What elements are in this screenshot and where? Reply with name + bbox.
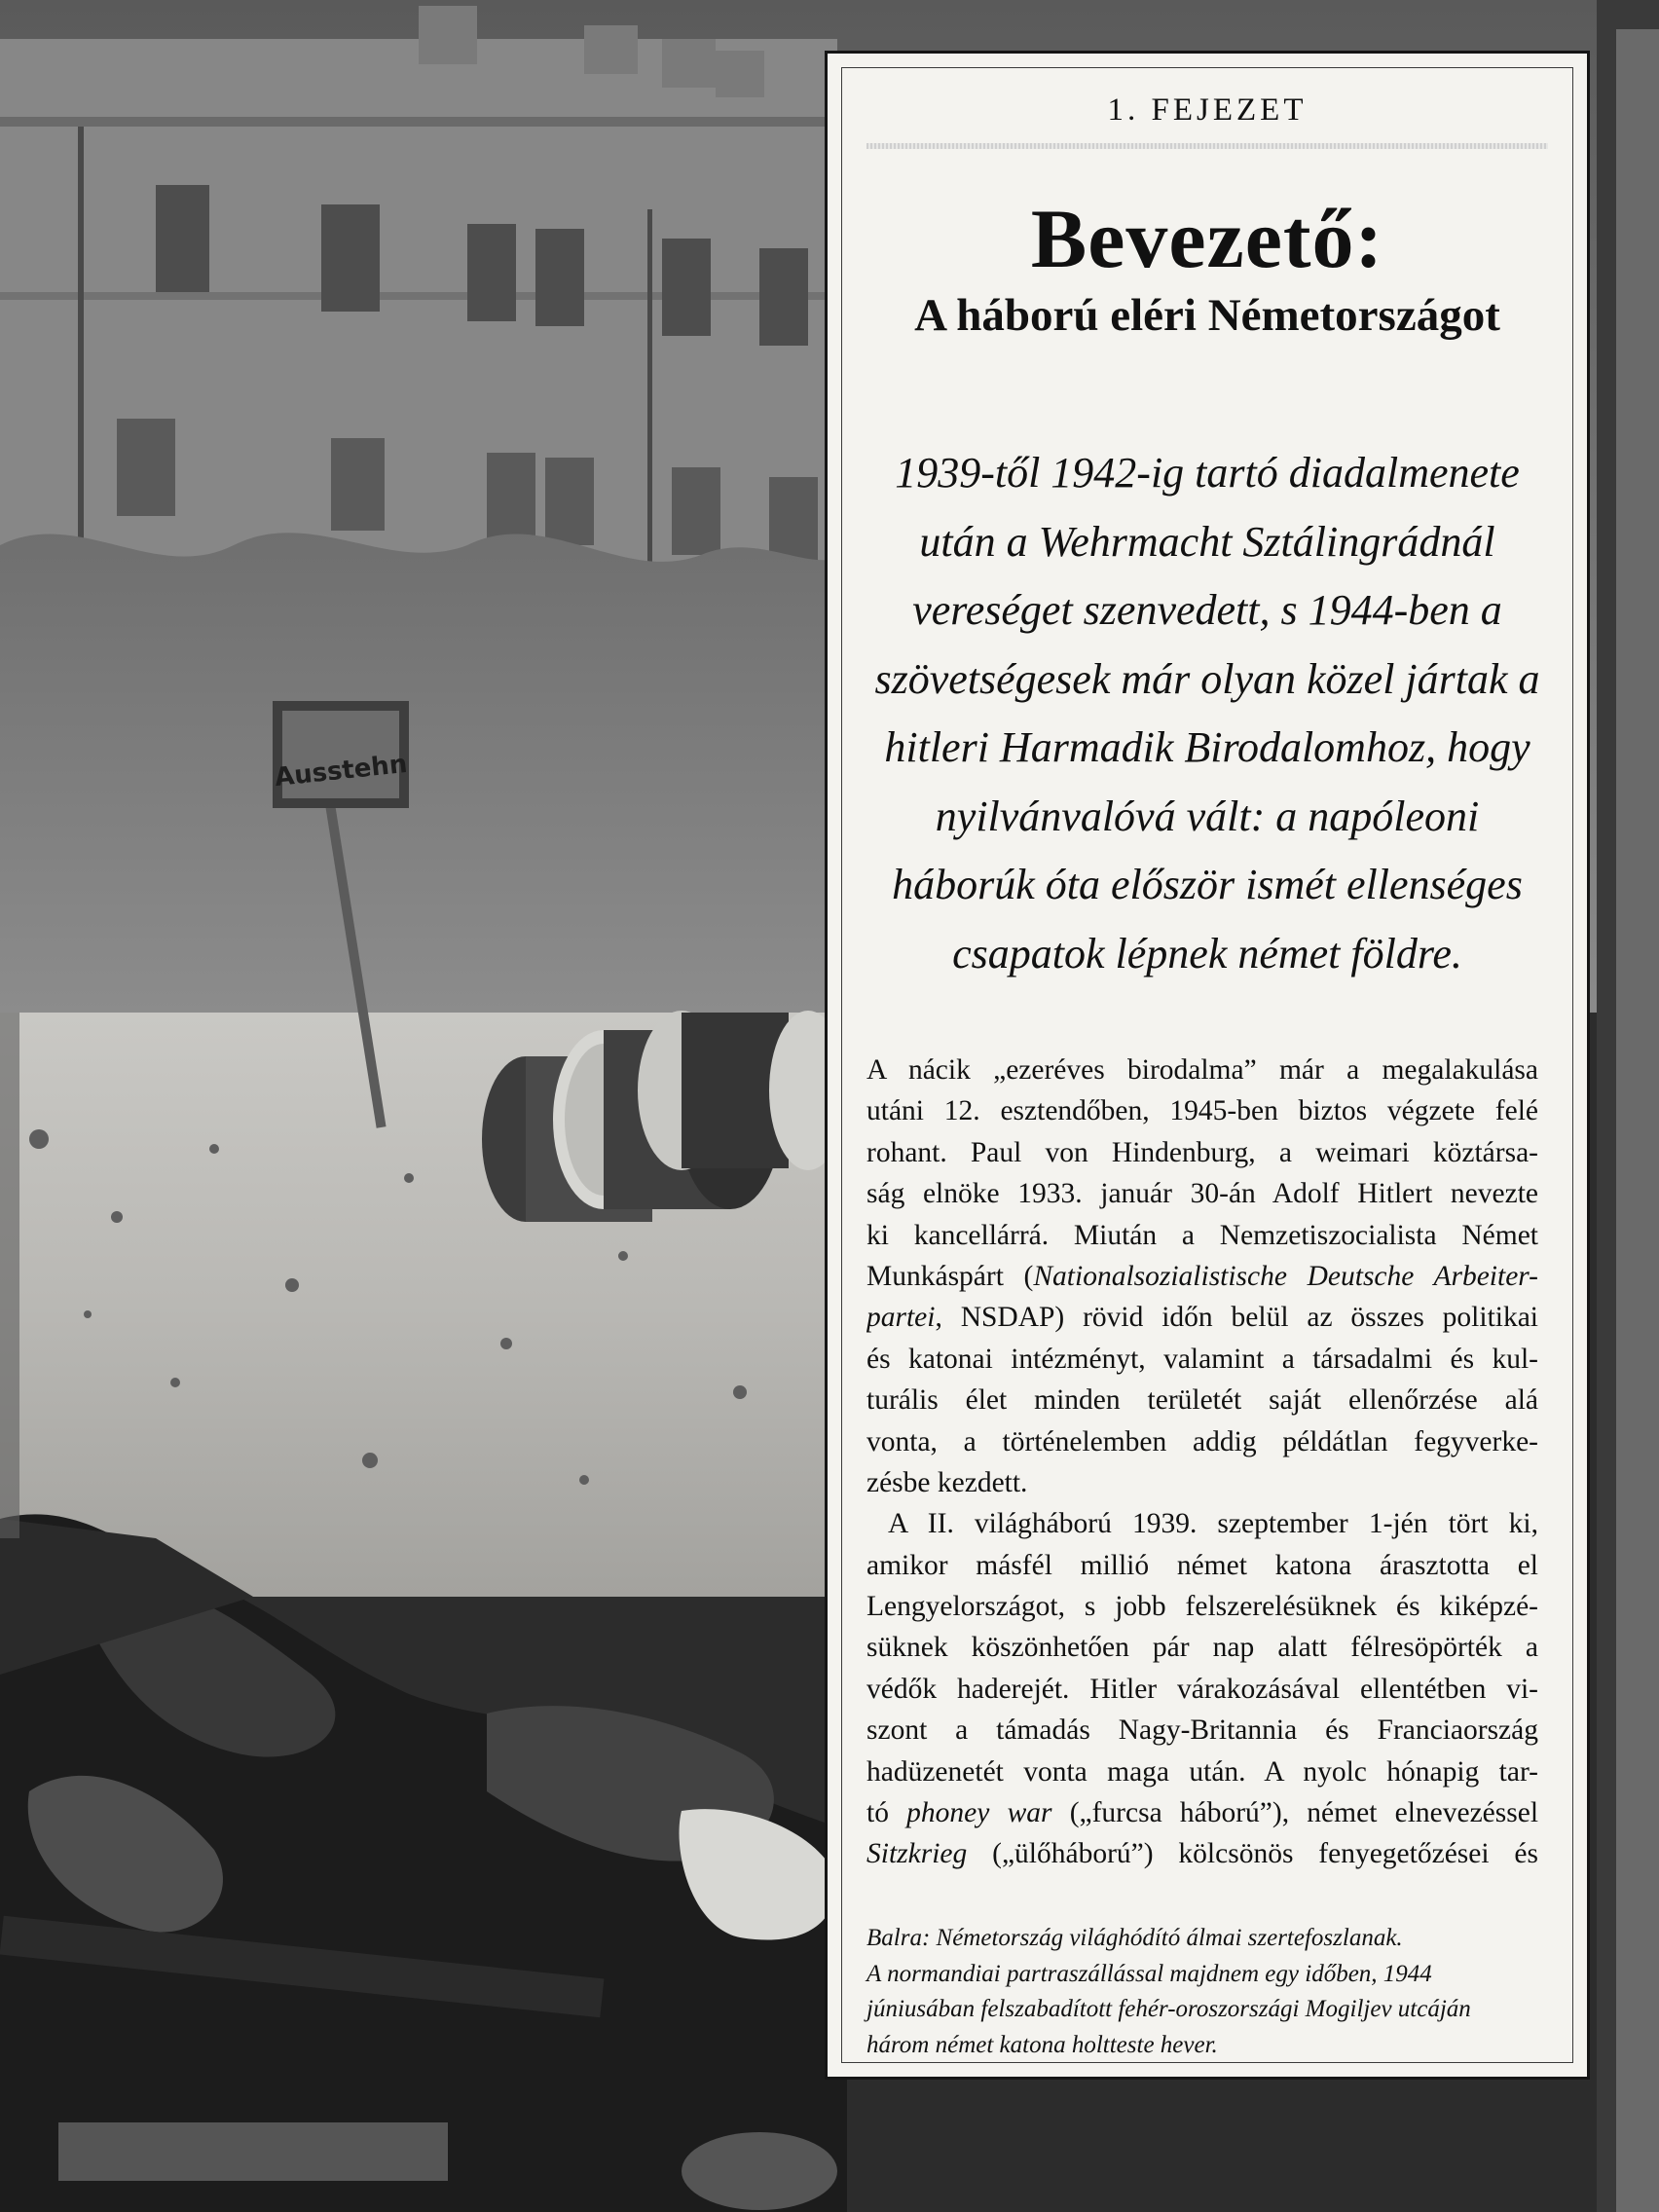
caption-line: A normandiai partraszállással majdnem egy időben, 1944 bbox=[866, 1960, 1432, 1987]
intro-paragraph bbox=[857, 439, 1558, 988]
chapter-divider bbox=[866, 143, 1548, 149]
body-line-mixed bbox=[866, 1792, 1538, 1833]
body-line: A II. világháború 1939. szeptember 1-jén tört ki, bbox=[888, 1508, 1538, 1540]
intro-line: szövetségesek már olyan közel jártak a bbox=[874, 654, 1540, 703]
body-line: utáni 12. esztendőben, 1945-ben biztos végzete felé bbox=[866, 1095, 1538, 1127]
body-line: turális élet minden területét saját ellenőrzése alá bbox=[866, 1384, 1538, 1417]
chapter-panel bbox=[825, 51, 1590, 2080]
trees bbox=[0, 533, 847, 1032]
body-line: zésbe kezdett. bbox=[866, 1466, 1028, 1498]
body-line: vonta, a történelemben addig példátlan fegyverke- bbox=[866, 1425, 1538, 1457]
body-line-mixed bbox=[866, 1297, 1538, 1338]
body-line-mixed bbox=[866, 1833, 1538, 1874]
photo-caption bbox=[866, 1921, 1548, 2063]
body-text-run: („furcsa háború”), német elnevezéssel bbox=[1051, 1797, 1538, 1829]
body-text-run: tó bbox=[866, 1797, 907, 1829]
body-line: és katonai intézményt, valamint a társadalmi és kul- bbox=[866, 1343, 1538, 1375]
caption-line: júniusában felszabadított fehér-oroszországi Mogiljev utcáján bbox=[866, 1996, 1471, 2022]
body-line: ki kancellárrá. Miután a Nemzetiszocialista Német bbox=[866, 1219, 1538, 1251]
body-italic-run: Sitzkrieg bbox=[866, 1838, 968, 1870]
chapter-title: Bevezető: bbox=[1030, 192, 1384, 285]
intro-line: háborúk óta először ismét ellenséges bbox=[892, 861, 1523, 908]
body-line: hadüzenetét vonta maga után. A nyolc hónapig tar- bbox=[866, 1755, 1538, 1788]
intro-line: nyilvánvalóvá vált: a napóleoni bbox=[935, 792, 1480, 840]
body-line: rohant. Paul von Hindenburg, a weimari köztársa- bbox=[866, 1136, 1538, 1168]
chapter-label: 1. FEJEZET bbox=[1107, 92, 1308, 128]
body-line: ság elnöke 1933. január 30-án Adolf Hitlert nevezte bbox=[866, 1178, 1538, 1210]
body-italic-run: partei bbox=[866, 1302, 936, 1334]
body-text-run: („ülőháború”) kölcsönös fenyegetőzései és bbox=[967, 1838, 1538, 1870]
intro-line: hitleri Harmadik Birodalomhoz, hogy bbox=[884, 723, 1530, 771]
body-line: A nácik „ezeréves birodalma” már a megalakulása bbox=[866, 1054, 1538, 1086]
intro-line: után a Wehrmacht Sztálingrádnál bbox=[919, 517, 1495, 566]
intro-line: vereséget szenvedett, s 1944-ben a bbox=[912, 586, 1502, 634]
body-text-run: , NSDAP) rövid időn belül az összes politikai bbox=[935, 1302, 1538, 1334]
intro-line: csapatok lépnek német földre. bbox=[952, 929, 1462, 977]
body-text bbox=[866, 1050, 1538, 1875]
body-line: süknek köszönhetően pár nap alatt félresöpörték a bbox=[866, 1632, 1538, 1664]
body-line: védők haderejét. Hitler várakozásával ellentétben vi- bbox=[866, 1673, 1538, 1705]
caption-line: Balra: Németország világhódító álmai szertefoszlanak. bbox=[866, 1925, 1403, 1951]
intro-line: 1939-től 1942-ig tartó diadalmenete bbox=[895, 449, 1520, 497]
chapter-subtitle: A háború eléri Németországot bbox=[914, 290, 1500, 341]
body-italic-run: Nationalsozialistische Deutsche Arbeiter- bbox=[1033, 1260, 1538, 1292]
body-line-mixed bbox=[866, 1256, 1538, 1297]
body-text-run: Munkáspárt ( bbox=[866, 1260, 1034, 1292]
body-line: Lengyelországot, s jobb felszerelésüknek és kiképzé- bbox=[866, 1591, 1538, 1623]
body-line: szont a támadás Nagy-Britannia és Franciaország bbox=[866, 1714, 1538, 1747]
body-italic-run: phoney war bbox=[906, 1797, 1052, 1829]
sign-text: Ausstehn bbox=[273, 749, 409, 793]
caption-line: három német katona holtteste hever. bbox=[866, 2031, 1218, 2058]
body-line: amikor másfél millió német katona árasztotta el bbox=[866, 1549, 1538, 1581]
